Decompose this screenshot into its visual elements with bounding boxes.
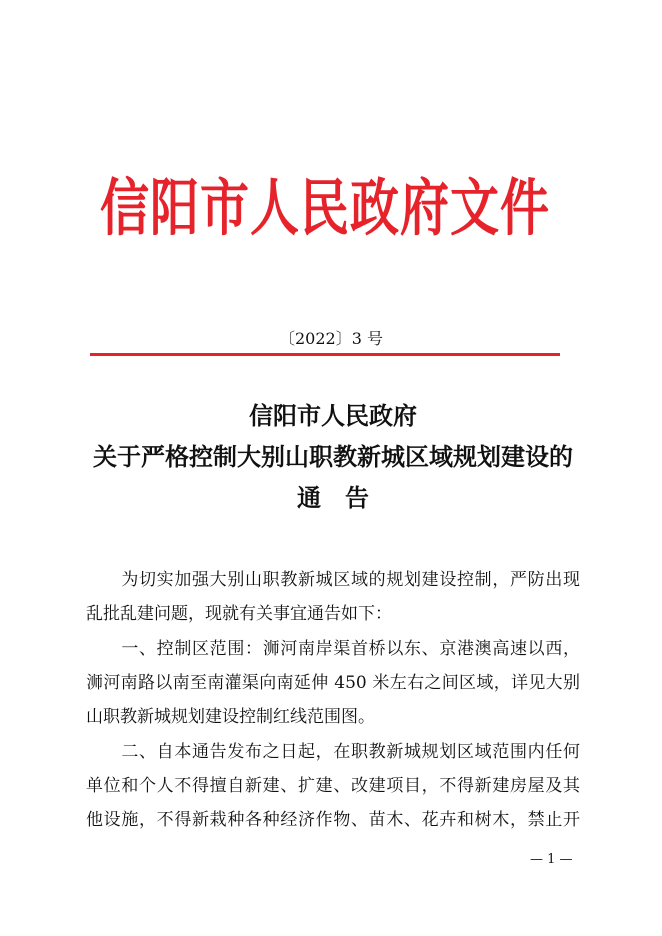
body-line: 二、自本通告发布之日起，在职教新城规划区域范围内任何 [86, 742, 580, 762]
body-line: 他设施，不得新栽种各种经济作物、苗木、花卉和树木，禁止开 [86, 810, 580, 830]
page-number: — 1 — [530, 852, 573, 867]
body-line: 一、控制区范围：浉河南岸渠首桥以东、京港澳高速以西， [86, 639, 580, 659]
body-line: 浉河南路以南至南灌渠向南延伸 450 米左右之间区域，详见大别 [86, 673, 580, 693]
document-number: 〔2022〕3 号 [279, 329, 383, 348]
body-line: 为切实加强大别山职教新城区域的规划建设控制，严防出现 [86, 570, 580, 590]
title-line-1: 信阳市人民政府 [249, 401, 417, 430]
red-divider [90, 353, 560, 356]
body-line: 山职教新城规划建设控制红线范围图。 [86, 707, 375, 727]
title-line-3: 通 告 [297, 483, 369, 512]
issuer-title: 信阳市人民政府文件 [99, 172, 550, 244]
body-line: 单位和个人不得擅自新建、扩建、改建项目，不得新建房屋及其 [86, 776, 580, 796]
title-line-2: 关于严格控制大别山职教新城区域规划建设的 [93, 442, 573, 471]
body-line: 乱批乱建问题，现就有关事宜通告如下： [86, 604, 392, 624]
